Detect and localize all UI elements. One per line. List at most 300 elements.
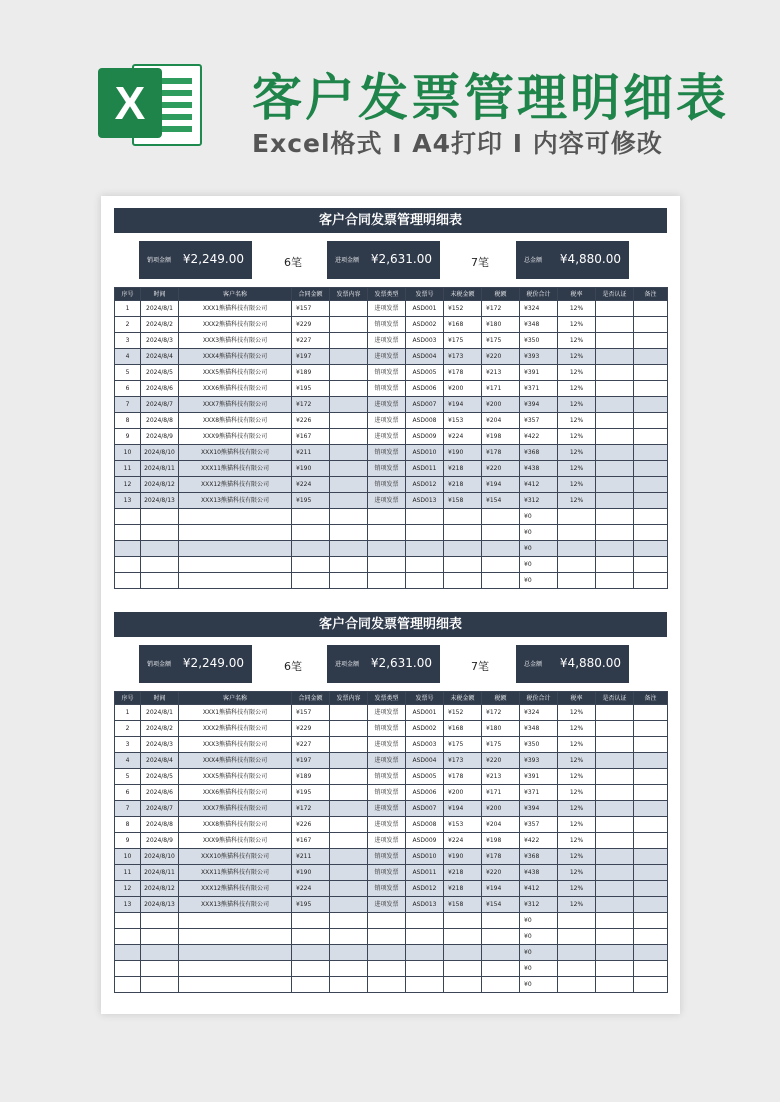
table-cell[interactable]: 12%: [558, 461, 596, 477]
table-cell[interactable]: 12%: [558, 833, 596, 849]
table-cell[interactable]: [292, 929, 330, 945]
table-cell[interactable]: [292, 509, 330, 525]
table-cell[interactable]: [406, 509, 444, 525]
table-cell[interactable]: ¥224: [292, 477, 330, 493]
table-cell[interactable]: [634, 381, 668, 397]
table-cell[interactable]: [634, 573, 668, 589]
table-cell[interactable]: ¥220: [482, 753, 520, 769]
table-cell[interactable]: 10: [115, 849, 141, 865]
table-cell[interactable]: [330, 349, 368, 365]
table-cell[interactable]: [444, 509, 482, 525]
table-cell[interactable]: 12%: [558, 721, 596, 737]
table-cell[interactable]: [179, 929, 292, 945]
table-cell[interactable]: ¥168: [444, 721, 482, 737]
table-cell[interactable]: XXX6熊猫科技有限公司: [179, 381, 292, 397]
table-cell[interactable]: ¥348: [520, 317, 558, 333]
table-cell[interactable]: [330, 737, 368, 753]
table-cell[interactable]: XXX11熊猫科技有限公司: [179, 865, 292, 881]
table-cell[interactable]: ASD003: [406, 333, 444, 349]
table-cell[interactable]: ¥168: [444, 317, 482, 333]
table-cell[interactable]: ¥218: [444, 461, 482, 477]
table-cell[interactable]: XXX2熊猫科技有限公司: [179, 721, 292, 737]
table-cell[interactable]: [596, 929, 634, 945]
table-cell[interactable]: 2024/8/4: [141, 349, 179, 365]
table-cell[interactable]: [634, 737, 668, 753]
table-cell[interactable]: [558, 945, 596, 961]
table-cell[interactable]: [596, 477, 634, 493]
table-cell[interactable]: [179, 541, 292, 557]
table-cell[interactable]: 2024/8/2: [141, 317, 179, 333]
table-cell[interactable]: 2024/8/13: [141, 493, 179, 509]
table-cell[interactable]: 12%: [558, 445, 596, 461]
table-cell[interactable]: [634, 413, 668, 429]
table-cell[interactable]: [558, 525, 596, 541]
table-cell[interactable]: ASD008: [406, 413, 444, 429]
table-cell[interactable]: ¥180: [482, 721, 520, 737]
table-cell[interactable]: ¥394: [520, 801, 558, 817]
table-cell[interactable]: ¥173: [444, 349, 482, 365]
table-cell[interactable]: [115, 977, 141, 993]
table-cell[interactable]: ¥0: [520, 525, 558, 541]
table-cell[interactable]: [330, 333, 368, 349]
table-cell[interactable]: [596, 769, 634, 785]
table-cell[interactable]: 进项发票: [368, 349, 406, 365]
table-cell[interactable]: ¥167: [292, 833, 330, 849]
table-cell[interactable]: [292, 913, 330, 929]
table-cell[interactable]: [141, 945, 179, 961]
table-cell[interactable]: [406, 961, 444, 977]
table-cell[interactable]: 12: [115, 477, 141, 493]
table-cell[interactable]: 2024/8/7: [141, 397, 179, 413]
table-cell[interactable]: [115, 961, 141, 977]
table-cell[interactable]: 销项发票: [368, 381, 406, 397]
table-cell[interactable]: 12: [115, 881, 141, 897]
table-cell[interactable]: [596, 445, 634, 461]
table-cell[interactable]: 12%: [558, 817, 596, 833]
table-cell[interactable]: [634, 753, 668, 769]
table-cell[interactable]: 12%: [558, 413, 596, 429]
table-cell[interactable]: [596, 365, 634, 381]
table-cell[interactable]: 2: [115, 317, 141, 333]
table-cell[interactable]: ¥167: [292, 429, 330, 445]
table-cell[interactable]: 进项发票: [368, 833, 406, 849]
table-cell[interactable]: ¥200: [482, 801, 520, 817]
table-cell[interactable]: [330, 429, 368, 445]
table-cell[interactable]: 销项发票: [368, 721, 406, 737]
table-cell[interactable]: ASD007: [406, 801, 444, 817]
table-cell[interactable]: [596, 865, 634, 881]
table-cell[interactable]: ASD013: [406, 897, 444, 913]
table-cell[interactable]: ¥312: [520, 493, 558, 509]
table-cell[interactable]: 进项发票: [368, 429, 406, 445]
table-cell[interactable]: 销项发票: [368, 769, 406, 785]
table-cell[interactable]: 12%: [558, 849, 596, 865]
table-cell[interactable]: [141, 977, 179, 993]
table-cell[interactable]: 6: [115, 785, 141, 801]
table-cell[interactable]: [141, 509, 179, 525]
table-cell[interactable]: [330, 945, 368, 961]
table-cell[interactable]: [368, 961, 406, 977]
table-cell[interactable]: XXX2熊猫科技有限公司: [179, 317, 292, 333]
table-cell[interactable]: 2024/8/3: [141, 737, 179, 753]
table-cell[interactable]: [115, 945, 141, 961]
table-cell[interactable]: 3: [115, 737, 141, 753]
table-cell[interactable]: 进项发票: [368, 397, 406, 413]
table-cell[interactable]: ASD008: [406, 817, 444, 833]
table-cell[interactable]: [330, 525, 368, 541]
table-cell[interactable]: [482, 573, 520, 589]
table-cell[interactable]: [292, 945, 330, 961]
table-cell[interactable]: [330, 397, 368, 413]
table-cell[interactable]: ¥227: [292, 333, 330, 349]
table-cell[interactable]: 13: [115, 493, 141, 509]
table-cell[interactable]: [179, 525, 292, 541]
table-cell[interactable]: 2024/8/6: [141, 381, 179, 397]
table-cell[interactable]: 进项发票: [368, 801, 406, 817]
table-cell[interactable]: [634, 397, 668, 413]
table-cell[interactable]: ¥229: [292, 317, 330, 333]
table-cell[interactable]: ¥153: [444, 817, 482, 833]
table-cell[interactable]: 2024/8/7: [141, 801, 179, 817]
table-cell[interactable]: [596, 541, 634, 557]
table-cell[interactable]: 2024/8/1: [141, 705, 179, 721]
table-cell[interactable]: ¥226: [292, 413, 330, 429]
table-cell[interactable]: [596, 333, 634, 349]
table-cell[interactable]: [482, 977, 520, 993]
table-cell[interactable]: [115, 541, 141, 557]
table-cell[interactable]: [406, 541, 444, 557]
table-cell[interactable]: ASD006: [406, 381, 444, 397]
table-cell[interactable]: ¥324: [520, 705, 558, 721]
table-cell[interactable]: ¥153: [444, 413, 482, 429]
table-cell[interactable]: [330, 705, 368, 721]
table-cell[interactable]: 销项发票: [368, 881, 406, 897]
table-cell[interactable]: ASD010: [406, 849, 444, 865]
table-cell[interactable]: 9: [115, 429, 141, 445]
table-cell[interactable]: XXX4熊猫科技有限公司: [179, 349, 292, 365]
table-cell[interactable]: XXX12熊猫科技有限公司: [179, 477, 292, 493]
table-cell[interactable]: [558, 929, 596, 945]
table-cell[interactable]: [141, 525, 179, 541]
table-cell[interactable]: [179, 509, 292, 525]
table-cell[interactable]: XXX3熊猫科技有限公司: [179, 737, 292, 753]
table-cell[interactable]: ASD004: [406, 349, 444, 365]
table-cell[interactable]: 销项发票: [368, 849, 406, 865]
table-cell[interactable]: ¥194: [482, 477, 520, 493]
table-cell[interactable]: [634, 833, 668, 849]
table-cell[interactable]: [596, 525, 634, 541]
table-cell[interactable]: [596, 705, 634, 721]
table-cell[interactable]: [558, 557, 596, 573]
table-cell[interactable]: [634, 461, 668, 477]
table-cell[interactable]: [634, 929, 668, 945]
table-cell[interactable]: XXX9熊猫科技有限公司: [179, 833, 292, 849]
table-cell[interactable]: [292, 541, 330, 557]
table-cell[interactable]: ¥393: [520, 349, 558, 365]
table-cell[interactable]: ¥220: [482, 349, 520, 365]
table-cell[interactable]: 销项发票: [368, 365, 406, 381]
table-cell[interactable]: [292, 977, 330, 993]
table-cell[interactable]: [634, 977, 668, 993]
table-cell[interactable]: [330, 557, 368, 573]
table-cell[interactable]: [634, 849, 668, 865]
table-cell[interactable]: ¥371: [520, 785, 558, 801]
table-cell[interactable]: ASD002: [406, 317, 444, 333]
table-cell[interactable]: [634, 429, 668, 445]
table-cell[interactable]: 2024/8/9: [141, 833, 179, 849]
table-cell[interactable]: [596, 897, 634, 913]
table-cell[interactable]: 进项发票: [368, 301, 406, 317]
table-cell[interactable]: [634, 705, 668, 721]
table-cell[interactable]: ¥218: [444, 881, 482, 897]
table-cell[interactable]: [115, 557, 141, 573]
table-cell[interactable]: [558, 961, 596, 977]
table-cell[interactable]: [368, 929, 406, 945]
table-cell[interactable]: [330, 753, 368, 769]
table-cell[interactable]: XXX3熊猫科技有限公司: [179, 333, 292, 349]
table-cell[interactable]: 12%: [558, 897, 596, 913]
table-cell[interactable]: ¥178: [482, 445, 520, 461]
table-cell[interactable]: 12%: [558, 493, 596, 509]
table-cell[interactable]: [179, 961, 292, 977]
table-cell[interactable]: 11: [115, 865, 141, 881]
table-cell[interactable]: [596, 429, 634, 445]
table-cell[interactable]: [179, 573, 292, 589]
table-cell[interactable]: XXX10熊猫科技有限公司: [179, 445, 292, 461]
table-cell[interactable]: [141, 557, 179, 573]
table-cell[interactable]: 2024/8/8: [141, 817, 179, 833]
table-cell[interactable]: [406, 977, 444, 993]
table-cell[interactable]: ASD009: [406, 833, 444, 849]
table-cell[interactable]: XXX8熊猫科技有限公司: [179, 817, 292, 833]
table-cell[interactable]: [406, 525, 444, 541]
table-cell[interactable]: ¥348: [520, 721, 558, 737]
table-cell[interactable]: 12%: [558, 397, 596, 413]
table-cell[interactable]: ¥195: [292, 897, 330, 913]
table-cell[interactable]: [292, 557, 330, 573]
table-cell[interactable]: ¥371: [520, 381, 558, 397]
table-cell[interactable]: [596, 753, 634, 769]
table-cell[interactable]: [330, 477, 368, 493]
table-cell[interactable]: [596, 413, 634, 429]
table-cell[interactable]: [596, 317, 634, 333]
table-cell[interactable]: [368, 573, 406, 589]
table-cell[interactable]: [115, 573, 141, 589]
table-cell[interactable]: ASD005: [406, 365, 444, 381]
table-cell[interactable]: 12%: [558, 801, 596, 817]
table-cell[interactable]: [115, 929, 141, 945]
table-cell[interactable]: ¥226: [292, 817, 330, 833]
table-cell[interactable]: 2024/8/6: [141, 785, 179, 801]
table-cell[interactable]: ASD005: [406, 769, 444, 785]
table-cell[interactable]: [596, 721, 634, 737]
table-cell[interactable]: [141, 913, 179, 929]
table-cell[interactable]: ¥154: [482, 897, 520, 913]
table-cell[interactable]: ¥0: [520, 557, 558, 573]
table-cell[interactable]: ¥190: [292, 865, 330, 881]
table-cell[interactable]: ¥189: [292, 769, 330, 785]
table-cell[interactable]: [634, 365, 668, 381]
table-cell[interactable]: 2024/8/4: [141, 753, 179, 769]
table-cell[interactable]: ¥224: [444, 429, 482, 445]
table-cell[interactable]: 进项发票: [368, 705, 406, 721]
table-cell[interactable]: ¥195: [292, 381, 330, 397]
table-cell[interactable]: ¥200: [444, 381, 482, 397]
table-cell[interactable]: ¥412: [520, 477, 558, 493]
table-cell[interactable]: [406, 913, 444, 929]
table-cell[interactable]: ¥324: [520, 301, 558, 317]
table-cell[interactable]: [330, 301, 368, 317]
table-cell[interactable]: [596, 785, 634, 801]
table-cell[interactable]: [634, 333, 668, 349]
table-cell[interactable]: 8: [115, 817, 141, 833]
table-cell[interactable]: [634, 721, 668, 737]
table-cell[interactable]: [330, 929, 368, 945]
table-cell[interactable]: ASD007: [406, 397, 444, 413]
table-cell[interactable]: 进项发票: [368, 897, 406, 913]
table-cell[interactable]: ¥394: [520, 397, 558, 413]
table-cell[interactable]: 2024/8/8: [141, 413, 179, 429]
table-cell[interactable]: [141, 961, 179, 977]
table-cell[interactable]: 进项发票: [368, 737, 406, 753]
table-cell[interactable]: 进项发票: [368, 817, 406, 833]
table-cell[interactable]: ¥194: [444, 397, 482, 413]
table-cell[interactable]: [634, 801, 668, 817]
table-cell[interactable]: [482, 929, 520, 945]
table-cell[interactable]: [482, 525, 520, 541]
table-cell[interactable]: 2024/8/11: [141, 865, 179, 881]
table-cell[interactable]: ¥175: [482, 333, 520, 349]
table-cell[interactable]: 销项发票: [368, 477, 406, 493]
table-cell[interactable]: [596, 493, 634, 509]
table-cell[interactable]: [179, 945, 292, 961]
table-cell[interactable]: ¥438: [520, 865, 558, 881]
table-cell[interactable]: ¥422: [520, 429, 558, 445]
table-cell[interactable]: 2024/8/2: [141, 721, 179, 737]
table-cell[interactable]: [330, 381, 368, 397]
table-cell[interactable]: XXX9熊猫科技有限公司: [179, 429, 292, 445]
table-cell[interactable]: XXX7熊猫科技有限公司: [179, 801, 292, 817]
table-cell[interactable]: [634, 817, 668, 833]
table-cell[interactable]: [330, 317, 368, 333]
table-cell[interactable]: 2024/8/13: [141, 897, 179, 913]
table-cell[interactable]: 2024/8/10: [141, 849, 179, 865]
table-cell[interactable]: ¥224: [444, 833, 482, 849]
table-cell[interactable]: ¥200: [482, 397, 520, 413]
table-cell[interactable]: 销项发票: [368, 445, 406, 461]
table-cell[interactable]: ¥189: [292, 365, 330, 381]
table-cell[interactable]: 销项发票: [368, 317, 406, 333]
table-cell[interactable]: [368, 945, 406, 961]
table-cell[interactable]: ¥224: [292, 881, 330, 897]
table-cell[interactable]: 2024/8/1: [141, 301, 179, 317]
table-cell[interactable]: [596, 833, 634, 849]
table-cell[interactable]: ¥178: [444, 769, 482, 785]
table-cell[interactable]: [330, 785, 368, 801]
table-cell[interactable]: ¥218: [444, 865, 482, 881]
table-cell[interactable]: 12%: [558, 333, 596, 349]
table-cell[interactable]: XXX13熊猫科技有限公司: [179, 897, 292, 913]
table-cell[interactable]: ¥190: [292, 461, 330, 477]
table-cell[interactable]: ¥438: [520, 461, 558, 477]
table-cell[interactable]: 2: [115, 721, 141, 737]
table-cell[interactable]: XXX1熊猫科技有限公司: [179, 301, 292, 317]
table-cell[interactable]: [482, 961, 520, 977]
table-cell[interactable]: ¥0: [520, 541, 558, 557]
table-cell[interactable]: XXX6熊猫科技有限公司: [179, 785, 292, 801]
table-cell[interactable]: 进项发票: [368, 333, 406, 349]
table-cell[interactable]: [596, 557, 634, 573]
table-cell[interactable]: ¥368: [520, 849, 558, 865]
table-cell[interactable]: ASD002: [406, 721, 444, 737]
table-cell[interactable]: ¥178: [444, 365, 482, 381]
table-cell[interactable]: ¥195: [292, 785, 330, 801]
table-cell[interactable]: XXX8熊猫科技有限公司: [179, 413, 292, 429]
table-cell[interactable]: 销项发票: [368, 785, 406, 801]
table-cell[interactable]: [482, 509, 520, 525]
table-cell[interactable]: [330, 977, 368, 993]
table-cell[interactable]: [634, 769, 668, 785]
table-cell[interactable]: ¥213: [482, 365, 520, 381]
table-cell[interactable]: ¥172: [482, 705, 520, 721]
table-cell[interactable]: ¥0: [520, 945, 558, 961]
table-cell[interactable]: ¥152: [444, 705, 482, 721]
table-cell[interactable]: ¥218: [444, 477, 482, 493]
table-cell[interactable]: ¥220: [482, 865, 520, 881]
table-cell[interactable]: [634, 897, 668, 913]
table-cell[interactable]: [330, 573, 368, 589]
table-cell[interactable]: [115, 509, 141, 525]
table-cell[interactable]: ASD009: [406, 429, 444, 445]
table-cell[interactable]: ¥178: [482, 849, 520, 865]
table-cell[interactable]: 12%: [558, 769, 596, 785]
table-cell[interactable]: [634, 301, 668, 317]
table-cell[interactable]: ASD012: [406, 477, 444, 493]
table-cell[interactable]: [368, 913, 406, 929]
table-cell[interactable]: [596, 397, 634, 413]
table-cell[interactable]: 13: [115, 897, 141, 913]
table-cell[interactable]: [330, 897, 368, 913]
table-cell[interactable]: [330, 801, 368, 817]
table-cell[interactable]: [368, 525, 406, 541]
table-cell[interactable]: ¥213: [482, 769, 520, 785]
table-cell[interactable]: ¥393: [520, 753, 558, 769]
table-cell[interactable]: 2024/8/5: [141, 769, 179, 785]
table-cell[interactable]: ¥0: [520, 977, 558, 993]
table-cell[interactable]: [634, 541, 668, 557]
table-cell[interactable]: 1: [115, 301, 141, 317]
table-cell[interactable]: 12%: [558, 865, 596, 881]
table-cell[interactable]: [368, 977, 406, 993]
table-cell[interactable]: 进项发票: [368, 413, 406, 429]
table-cell[interactable]: 12%: [558, 477, 596, 493]
table-cell[interactable]: ASD010: [406, 445, 444, 461]
table-cell[interactable]: ASD001: [406, 301, 444, 317]
table-cell[interactable]: ¥172: [292, 397, 330, 413]
table-cell[interactable]: 12%: [558, 365, 596, 381]
table-cell[interactable]: [596, 977, 634, 993]
table-cell[interactable]: [444, 961, 482, 977]
table-cell[interactable]: [596, 801, 634, 817]
table-cell[interactable]: 5: [115, 365, 141, 381]
table-cell[interactable]: ASD006: [406, 785, 444, 801]
table-cell[interactable]: [596, 573, 634, 589]
table-cell[interactable]: ¥350: [520, 737, 558, 753]
table-cell[interactable]: 8: [115, 413, 141, 429]
table-cell[interactable]: [634, 349, 668, 365]
table-cell[interactable]: 4: [115, 753, 141, 769]
table-cell[interactable]: 销项发票: [368, 865, 406, 881]
